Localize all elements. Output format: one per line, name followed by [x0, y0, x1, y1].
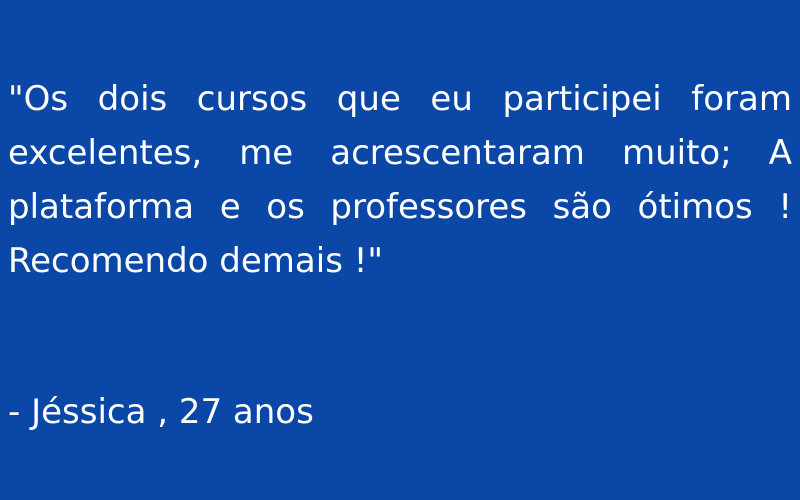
- testimonial-quote: "Os dois cursos que eu participei foram excelentes, me acrescentaram muito; A plataforma e os professores são ótimos ! Recomendo demais !": [8, 79, 792, 281]
- testimonial-author: - Jéssica , 27 anos: [8, 392, 314, 432]
